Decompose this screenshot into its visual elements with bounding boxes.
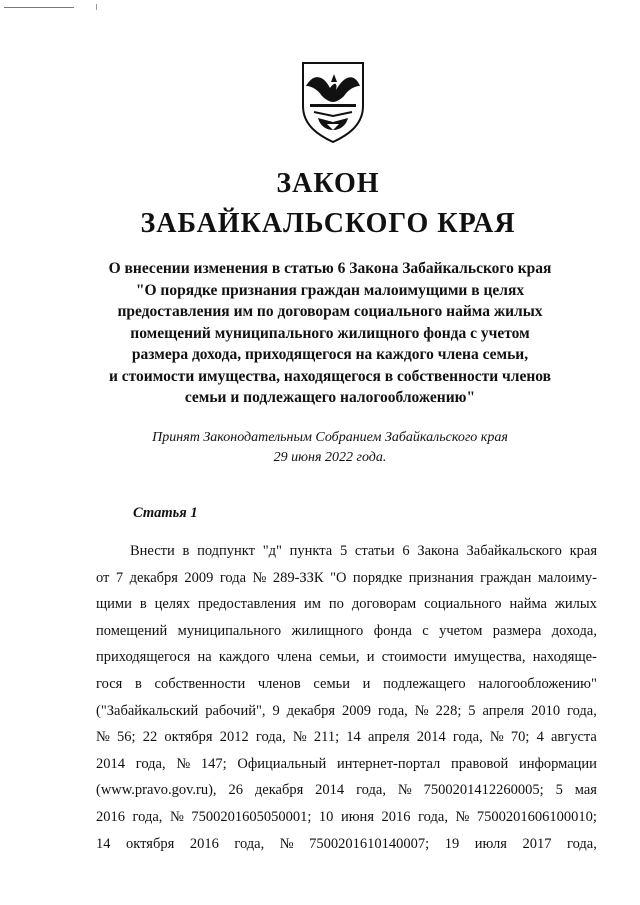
body-word: 26 — [228, 782, 243, 799]
body-word: в — [139, 596, 147, 613]
body-word: октября — [164, 729, 213, 746]
body-word: 147; — [200, 755, 227, 772]
law-title-line1: ЗАКОН — [276, 168, 380, 199]
body-word: учетом — [439, 622, 483, 639]
body-word: № — [252, 569, 267, 586]
body-line — [96, 644, 597, 671]
body-word: интернет-портал — [336, 755, 441, 772]
body-word: апреля — [482, 702, 525, 719]
body-word: 56; — [117, 729, 136, 746]
body-word: 289-ЗЗК — [272, 569, 324, 586]
body-word: (www.pravo.gov.ru), — [96, 782, 217, 799]
body-word: июля — [474, 835, 507, 852]
body-word: 2017 — [522, 835, 552, 852]
body-word: 228; — [435, 702, 462, 719]
body-word: года, — [255, 729, 286, 746]
body-word: 5 — [555, 782, 563, 799]
body-word: статьи — [354, 543, 395, 559]
body-word: июня — [340, 808, 374, 825]
body-word: года, — [567, 702, 597, 719]
body-word: № — [292, 729, 307, 746]
body-word: 4 — [536, 729, 544, 746]
body-word: дохода, — [551, 622, 597, 639]
subject-line: помещений муниципального жилищного фонда с учетом — [130, 324, 530, 342]
coat-of-arms-icon — [300, 60, 366, 144]
body-word: года, — [418, 808, 448, 825]
body-word: целях — [154, 596, 190, 613]
body-word: года, — [234, 835, 265, 852]
body-word: мая — [574, 782, 597, 799]
body-word: малоиму- — [537, 569, 597, 586]
law-title — [0, 164, 640, 244]
body-word: семьи — [313, 675, 350, 692]
subject-line: О внесении изменения в статью 6 Закона Забайкальского края — [108, 260, 552, 277]
subject-line: размера дохода, приходящегося на каждого члена семьи, — [131, 346, 529, 363]
body-line — [96, 671, 597, 698]
body-line — [96, 591, 597, 618]
body-word: года — [219, 569, 247, 586]
body-line — [96, 698, 597, 725]
body-word: 6 — [402, 543, 410, 559]
body-word: 2009 — [342, 702, 371, 719]
body-line — [96, 724, 597, 751]
body-word: 22 — [142, 729, 158, 746]
body-line — [96, 751, 597, 778]
body-word: 14 — [96, 835, 111, 852]
body-word: пункта — [289, 543, 333, 559]
body-word: "д" — [262, 543, 282, 559]
body-word: семьи, — [319, 649, 360, 666]
body-word: Забайкальского — [466, 543, 562, 559]
body-word: находяще- — [532, 649, 597, 666]
body-word: щими — [96, 596, 132, 613]
body-word: декабря — [254, 782, 304, 799]
subject-line: семьи и подлежащего налогообложению" — [184, 389, 476, 406]
body-word: августа — [550, 729, 597, 746]
body-word: жилых — [554, 596, 597, 613]
subject-line: и стоимости имущества, находящегося в собственности членов — [108, 367, 552, 385]
body-word: апреля — [367, 729, 410, 746]
subject-line: предоставления им по договорам социального найма жилых — [117, 303, 543, 320]
body-word: ("Забайкальский — [96, 702, 199, 719]
body-word: от — [96, 569, 110, 586]
body-word: предоставления — [197, 596, 297, 613]
body-word: на — [197, 649, 212, 666]
body-word: признания — [408, 569, 474, 586]
body-word: 2009 — [184, 569, 214, 586]
body-word: № — [397, 782, 412, 799]
body-word: граждан — [480, 569, 532, 586]
body-word: 2014 — [315, 782, 345, 799]
article-body — [96, 538, 597, 857]
body-word: 70; — [510, 729, 530, 746]
body-word: подлежащего — [383, 675, 466, 692]
body-word: 2014 — [96, 755, 125, 772]
adoption-note — [60, 428, 600, 468]
body-line — [96, 831, 597, 858]
body-word: размера — [492, 622, 542, 639]
body-word: № — [176, 755, 191, 772]
body-word: декабря — [286, 702, 336, 719]
body-line — [96, 538, 597, 565]
body-word: 10 — [318, 808, 334, 825]
body-word: года, — [377, 702, 408, 719]
body-word: социального — [424, 596, 502, 613]
body-word: и — [366, 649, 375, 666]
body-word: Официальный — [237, 755, 327, 772]
body-word: 2016 — [189, 835, 219, 852]
body-word: имущества, — [453, 649, 526, 666]
body-word: Закона — [417, 543, 459, 559]
body-word: членов — [257, 675, 301, 692]
body-line — [96, 804, 597, 831]
body-word: жилищного — [291, 622, 364, 639]
body-word: по — [328, 596, 344, 613]
body-word: в — [134, 675, 142, 692]
body-word: 7500201606100010; — [476, 808, 597, 825]
body-line — [96, 565, 597, 592]
body-word: 14 — [346, 729, 361, 746]
body-word: 2012 — [219, 729, 249, 746]
body-word: приходящегося — [96, 649, 191, 666]
body-word: "О — [330, 569, 347, 586]
body-word: 5 — [339, 543, 348, 559]
body-word: найма — [509, 596, 547, 613]
body-word: 2010 — [531, 702, 561, 719]
body-word: налогообложению" — [478, 675, 597, 692]
body-word: Внести — [130, 543, 175, 559]
body-word: подпункт — [197, 543, 255, 559]
body-word: и — [362, 675, 371, 692]
body-word: порядке — [352, 569, 403, 586]
scan-edge-tick — [96, 4, 97, 10]
subject-line: "О порядке признания граждан малоимущими в целях — [135, 281, 525, 299]
body-word: № — [96, 729, 110, 746]
body-word: края — [569, 543, 597, 559]
body-word: 2014 — [416, 729, 446, 746]
body-word: в — [182, 543, 190, 559]
body-word: рабочий", — [205, 702, 266, 719]
body-word: 2016 — [96, 808, 125, 825]
body-word: года, — [135, 755, 166, 772]
body-word: 5 — [468, 702, 476, 719]
body-word: 7500201412260005; — [423, 782, 544, 799]
adoption-line: Принят Законодательным Собранием Забайкальского края — [152, 430, 508, 445]
body-word: 9 — [272, 702, 280, 719]
body-word: гося — [96, 675, 123, 692]
adoption-date: 29 июня 2022 года. — [273, 450, 387, 465]
body-word: каждого — [218, 649, 270, 666]
body-word: года, — [356, 782, 386, 799]
body-line — [96, 618, 597, 645]
article-heading: Статья 1 — [133, 505, 198, 521]
law-subject — [60, 258, 600, 409]
body-word: 7500201610140007; — [309, 835, 430, 852]
body-word: № — [455, 808, 470, 825]
body-word: договорам — [351, 596, 417, 613]
body-line — [96, 777, 597, 804]
body-word: № — [279, 835, 294, 852]
body-word: собственности — [154, 675, 246, 692]
body-word: 2016 — [381, 808, 411, 825]
body-word: декабря — [129, 569, 178, 586]
body-word: № — [169, 808, 184, 825]
body-word: года, — [567, 835, 597, 852]
body-word: № — [489, 729, 504, 746]
body-word: 7 — [115, 569, 124, 586]
body-word: 7500201605050001; — [191, 808, 312, 825]
body-word: помещений — [96, 622, 168, 639]
body-word: информации — [518, 755, 597, 772]
body-word: с — [422, 622, 429, 639]
law-title-line2: ЗАБАЙКАЛЬСКОГО КРАЯ — [140, 208, 516, 239]
body-word: 19 — [444, 835, 460, 852]
body-word: правовой — [451, 755, 509, 772]
body-word: года, — [132, 808, 163, 825]
body-word: фонда — [373, 622, 412, 639]
body-word: члена — [276, 649, 313, 666]
body-word: октября — [126, 835, 175, 852]
body-word: года, — [452, 729, 483, 746]
body-word: им — [304, 596, 321, 613]
scan-edge-mark — [4, 7, 74, 8]
body-word: № — [414, 702, 429, 719]
body-word: муниципального — [177, 622, 282, 639]
body-word: 211; — [313, 729, 340, 746]
body-word: стоимости — [381, 649, 447, 666]
